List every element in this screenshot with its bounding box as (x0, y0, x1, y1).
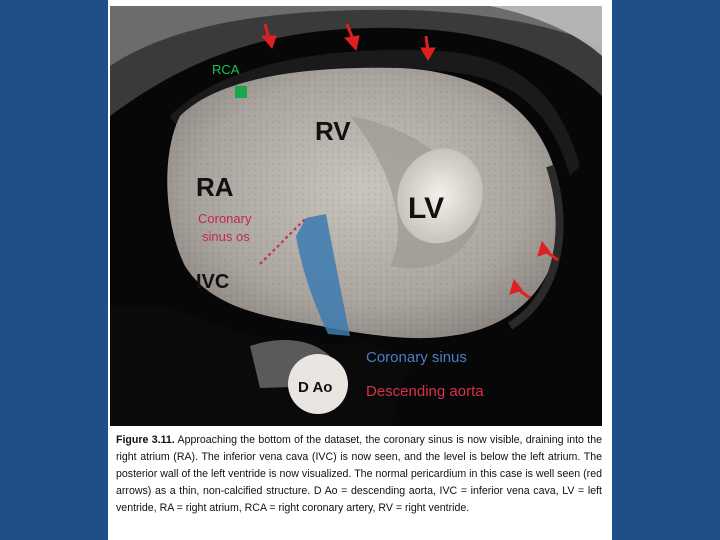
figure-label: Figure 3.11. (116, 434, 175, 446)
coronary-sinus-os-label-line1: Coronary (198, 211, 252, 226)
rca-label: RCA (212, 62, 240, 77)
coronary-sinus-os-label-line2: sinus os (202, 229, 250, 244)
coronary-sinus-label: Coronary sinus (366, 349, 467, 366)
ivc-label: IVC (196, 271, 230, 293)
d-ao-label: D Ao (298, 379, 333, 396)
rca-marker (235, 86, 247, 98)
caption-text: Approaching the bottom of the dataset, the coronary sinus is now visible, draining into the right atrium (RA). The inferior vena cava (IVC) is now seen, and the level is below the left atrium. The posterior wall of the left ventride is now visualized. The normal pericardium in this case is well seen (red arrows) as a thin, non-calcified structure. D Ao = descending aorta, IVC = inferior vena cava, LV = left ventride, RA = right atrium, RCA = right coronary artery, RV = right ventride. (116, 434, 603, 514)
ct-scan-image (110, 6, 602, 426)
descending-aorta-label: Descending aorta (366, 383, 484, 400)
ra-label: RA (196, 172, 234, 202)
ct-scan-graphic (110, 6, 602, 426)
figure-caption (116, 432, 602, 517)
rv-label: RV (315, 116, 351, 146)
lv-label: LV (408, 192, 445, 225)
